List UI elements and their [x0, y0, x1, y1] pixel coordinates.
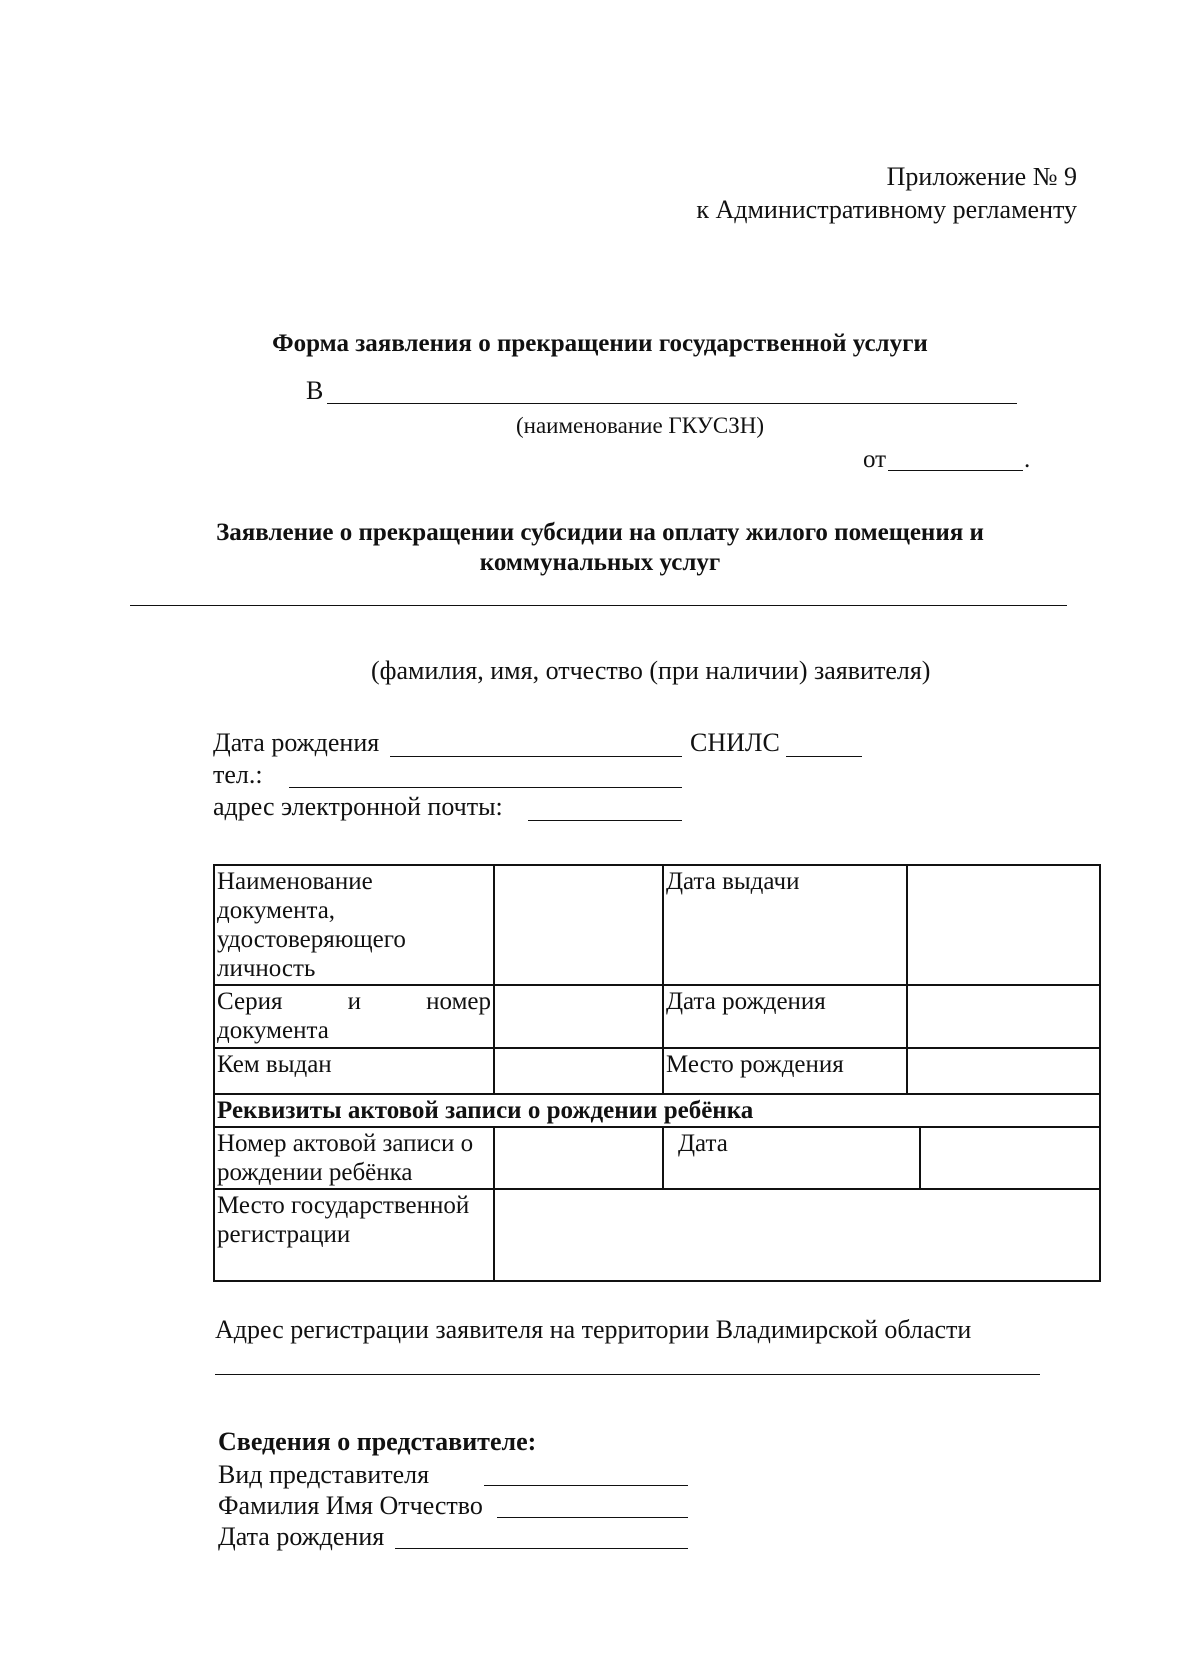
issue-date-cell[interactable]	[907, 865, 1100, 985]
from-prefix: от	[863, 446, 887, 473]
birth-place-cell[interactable]	[907, 1048, 1100, 1094]
from-date-line[interactable]	[888, 470, 1023, 471]
representative-name-line[interactable]	[497, 1517, 688, 1518]
email-line[interactable]	[528, 820, 682, 821]
representative-birth-line[interactable]	[395, 1548, 688, 1549]
statement-title-line2: коммунальных услуг	[479, 549, 721, 576]
representative-type-label: Вид представителя	[218, 1460, 430, 1489]
birth-date-label: Дата рождения	[213, 728, 380, 757]
act-number-label: Номер актовой записи о рождении ребёнка	[214, 1127, 494, 1189]
applicant-name-line[interactable]	[130, 605, 1067, 606]
birth-date-line[interactable]	[390, 756, 682, 757]
from-suffix: .	[1024, 446, 1031, 473]
addressee-prefix: В	[306, 376, 324, 405]
birth-record-section-title: Реквизиты актовой записи о рождении ребёнка	[214, 1094, 1100, 1127]
act-date-label: Дата	[663, 1127, 920, 1189]
regulation-reference: к Административному регламенту	[696, 195, 1077, 224]
email-label: адрес электронной почты:	[213, 792, 503, 821]
representative-type-line[interactable]	[484, 1485, 688, 1486]
form-title: Форма заявления о прекращении государственной услуги	[272, 330, 928, 357]
phone-label: тел.:	[213, 760, 263, 789]
appendix-number: Приложение № 9	[886, 162, 1077, 191]
representative-name-label: Фамилия Имя Отчество	[218, 1491, 483, 1520]
addressee-line[interactable]	[327, 403, 1017, 404]
representative-birth-label: Дата рождения	[218, 1522, 385, 1551]
birth-place-label: Место рождения	[663, 1048, 907, 1094]
representative-title: Сведения о представителе:	[218, 1427, 537, 1456]
issue-date-label: Дата выдачи	[663, 865, 907, 985]
snils-label: СНИЛС	[690, 728, 780, 757]
doc-name-cell[interactable]	[494, 865, 663, 985]
issued-by-cell[interactable]	[494, 1048, 663, 1094]
registration-address-label: Адрес регистрации заявителя на территории Владимирской области	[215, 1315, 972, 1344]
series-number-label: Серия и номер документа	[214, 985, 494, 1048]
birth-date-table-cell[interactable]	[907, 985, 1100, 1048]
addressee-caption: (наименование ГКУСЗН)	[516, 413, 764, 438]
phone-line[interactable]	[289, 787, 682, 788]
issued-by-label: Кем выдан	[214, 1048, 494, 1094]
identity-document-table	[213, 864, 1101, 1282]
doc-name-label: Наименование документа, удостоверяющего личность	[214, 865, 494, 985]
act-date-cell[interactable]	[920, 1127, 1100, 1189]
applicant-caption: (фамилия, имя, отчество (при наличии) заявителя)	[371, 656, 931, 685]
birth-date-table-label: Дата рождения	[663, 985, 907, 1048]
statement-title-line1: Заявление о прекращении субсидии на оплату жилого помещения и	[216, 519, 984, 546]
act-number-cell[interactable]	[494, 1127, 663, 1189]
registration-place-label: Место государственной регистрации	[214, 1189, 494, 1281]
snils-line[interactable]	[786, 756, 862, 757]
registration-place-cell[interactable]	[494, 1189, 1100, 1281]
series-number-cell[interactable]	[494, 985, 663, 1048]
registration-address-line[interactable]	[215, 1374, 1040, 1375]
